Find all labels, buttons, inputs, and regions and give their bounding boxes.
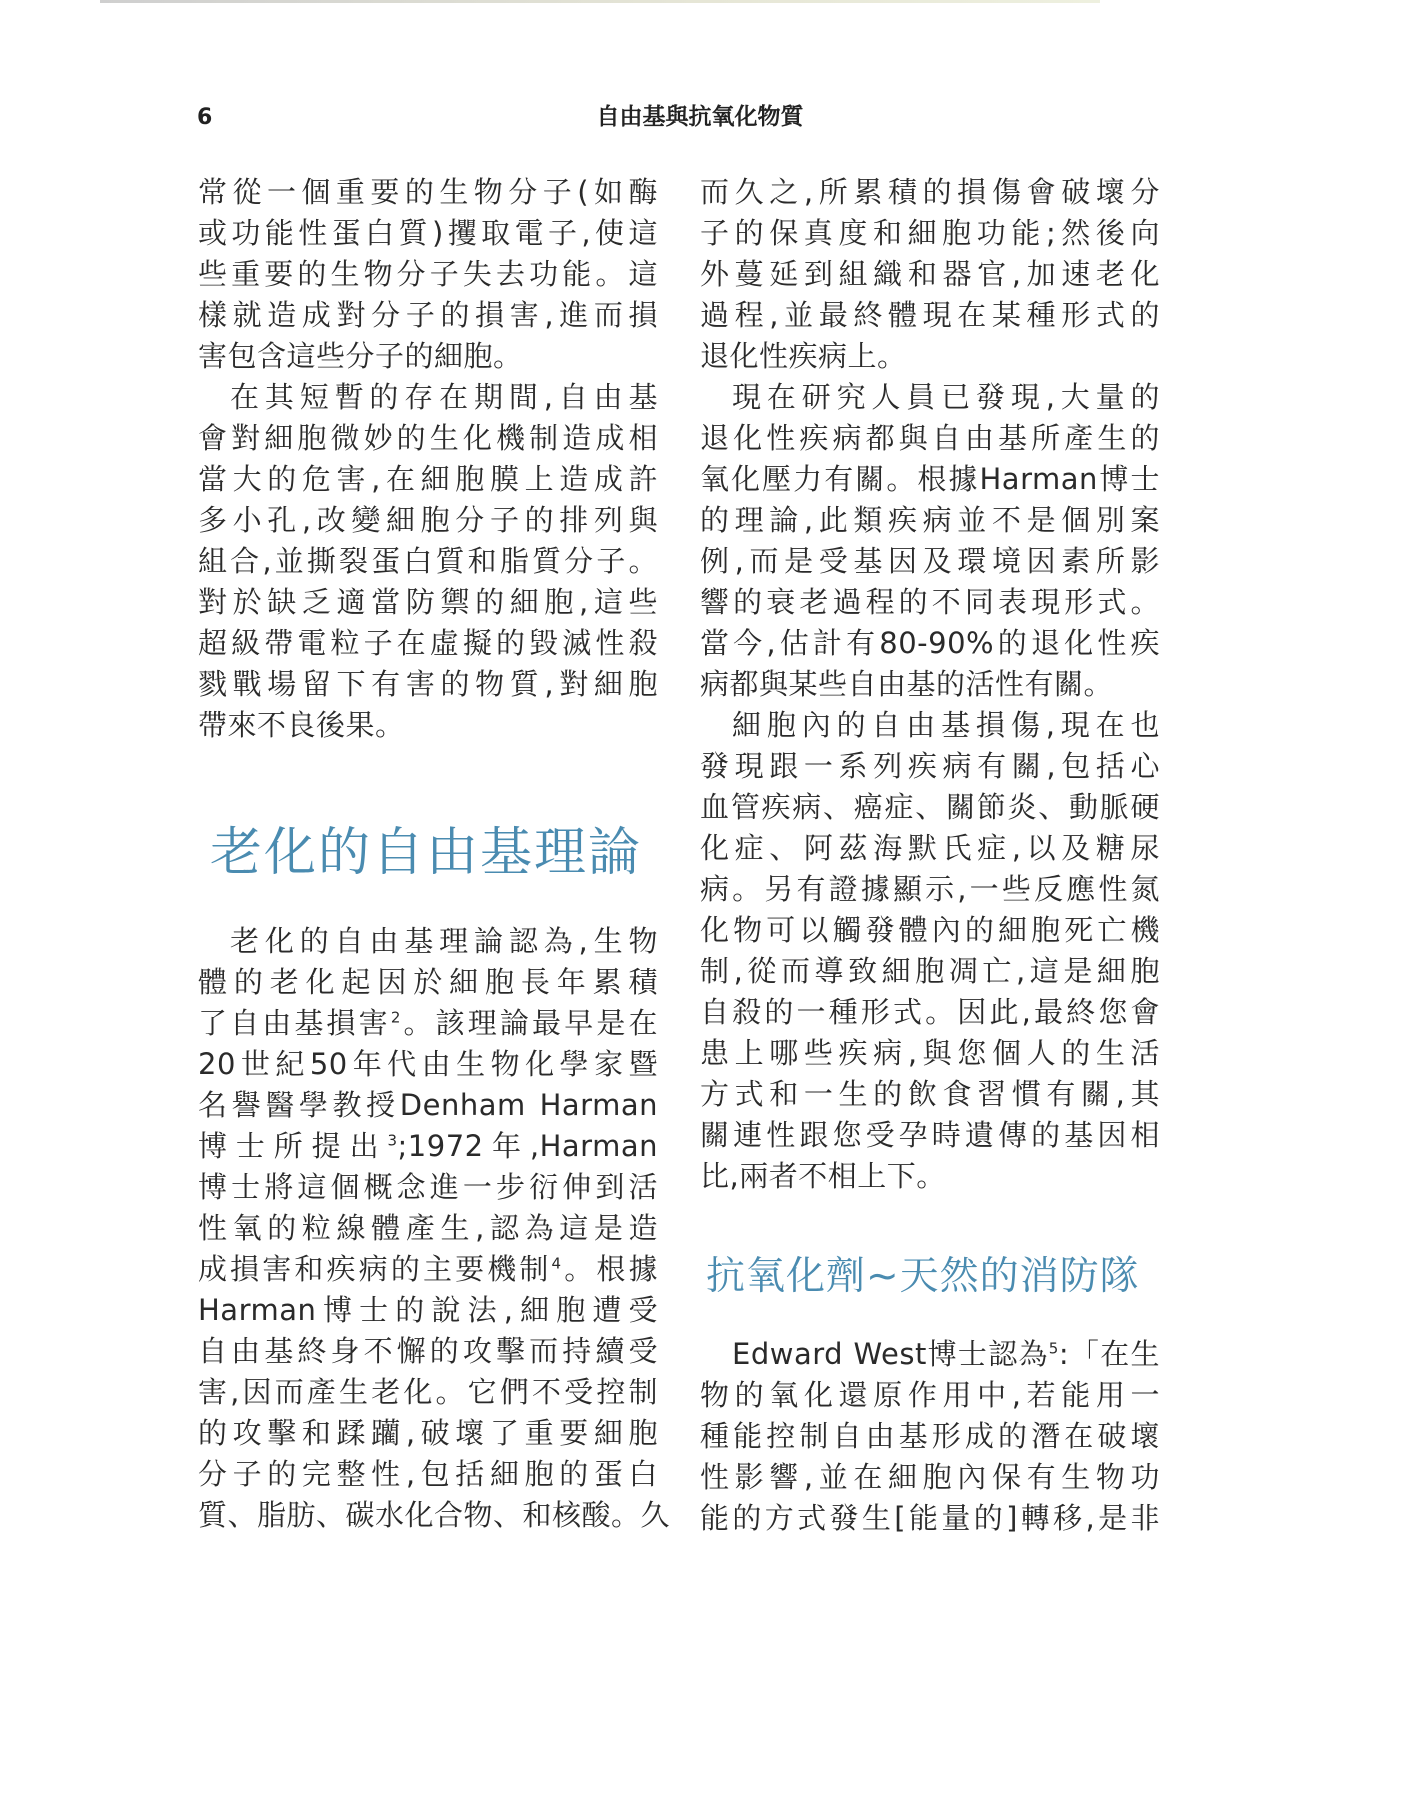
text-line: 博士將這個概念進一步衍伸到活 bbox=[198, 1170, 658, 1204]
text-line: Harman博士的說法,細胞遭受 bbox=[198, 1293, 658, 1327]
section-heading: 抗氧化劑~天然的消防隊 bbox=[706, 1254, 1140, 1299]
text-line: 組合,並撕裂蛋白質和脂質分子。 bbox=[198, 544, 658, 578]
paragraph bbox=[198, 172, 658, 377]
paragraph bbox=[198, 377, 658, 746]
text-line: 體的老化起因於細胞長年累積 bbox=[198, 965, 658, 999]
text-line: 些重要的生物分子失去功能。這 bbox=[198, 257, 658, 291]
text-line: 的攻擊和蹂躪,破壞了重要細胞 bbox=[198, 1416, 658, 1450]
text-line: 自由基終身不懈的攻擊而持續受 bbox=[198, 1334, 658, 1368]
footnote-ref: 3 bbox=[387, 1131, 398, 1150]
text-line: 而久之,所累積的損傷會破壞分 bbox=[700, 175, 1160, 209]
text-line: 例,而是受基因及環境因素所影 bbox=[700, 544, 1160, 578]
text-line: 性氧的粒線體產生,認為這是造 bbox=[198, 1211, 658, 1245]
text-line bbox=[700, 1334, 1160, 1375]
paragraph bbox=[700, 172, 1160, 377]
left-column bbox=[198, 172, 671, 1536]
text-fragment: ;1972年,Harman bbox=[397, 1129, 658, 1163]
text-line: 在其短暫的存在期間,自由基 bbox=[230, 380, 658, 414]
text-line: 樣就造成對分子的損害,進而損 bbox=[198, 298, 658, 332]
paragraph bbox=[198, 921, 671, 1536]
text-line: 對於缺乏適當防禦的細胞,這些 bbox=[198, 585, 658, 619]
text-line: 氧化壓力有關。根據Harman博士 bbox=[700, 462, 1160, 496]
text-line: 質、脂肪、碳水化合物、和核酸。久 bbox=[198, 1498, 671, 1532]
page-number: 6 bbox=[197, 105, 213, 130]
text-line bbox=[198, 1126, 658, 1167]
text-line: 自殺的一種形式。因此,最終您會 bbox=[700, 995, 1160, 1029]
footnote-ref: 2 bbox=[390, 1008, 401, 1027]
text-line: 性影響,並在細胞內保有生物功 bbox=[700, 1460, 1160, 1494]
text-line: 或功能性蛋白質)攫取電子,使這 bbox=[198, 216, 658, 250]
text-line: 當大的危害,在細胞膜上造成許 bbox=[198, 462, 658, 496]
running-header: 自由基與抗氧化物質 bbox=[596, 104, 804, 130]
text-line: 分子的完整性,包括細胞的蛋白 bbox=[198, 1457, 658, 1491]
text-line: 帶來不良後果。 bbox=[198, 708, 405, 742]
text-fragment: Edward West博士認為 bbox=[732, 1337, 1049, 1371]
top-rule bbox=[100, 0, 1100, 3]
text-line: 現在研究人員已發現,大量的 bbox=[732, 380, 1160, 414]
text-line: 化物可以觸發體內的細胞死亡機 bbox=[700, 913, 1160, 947]
text-line: 制,從而導致細胞凋亡,這是細胞 bbox=[700, 954, 1160, 988]
paragraph bbox=[700, 705, 1160, 1197]
right-column bbox=[700, 172, 1160, 1539]
text-line: 種能控制自由基形成的潛在破壞 bbox=[700, 1419, 1160, 1453]
text-fragment: 博士所提出 bbox=[198, 1129, 388, 1163]
text-line: 常從一個重要的生物分子(如酶 bbox=[198, 175, 658, 209]
text-line: 外蔓延到組織和器官,加速老化 bbox=[700, 257, 1160, 291]
text-line: 病都與某些自由基的活性有關。 bbox=[700, 667, 1114, 701]
text-line: 的理論,此類疾病並不是個別案 bbox=[700, 503, 1160, 537]
text-line: 害,因而產生老化。它們不受控制 bbox=[198, 1375, 658, 1409]
text-line: 名譽醫學教授Denham Harman bbox=[198, 1088, 658, 1122]
text-line: 血管疾病、癌症、關節炎、動脈硬 bbox=[700, 790, 1160, 824]
text-line: 能的方式發生[能量的]轉移,是非 bbox=[700, 1501, 1160, 1535]
section-heading: 老化的自由基理論 bbox=[210, 823, 643, 883]
text-fragment: 。根據 bbox=[561, 1252, 658, 1286]
text-line bbox=[198, 1003, 658, 1044]
text-line: 比,兩者不相上下。 bbox=[700, 1159, 946, 1193]
text-line: 老化的自由基理論認為,生物 bbox=[230, 924, 658, 958]
text-line: 病。另有證據顯示,一些反應性氮 bbox=[700, 872, 1160, 906]
text-line: 20世紀50年代由生物化學家暨 bbox=[198, 1047, 658, 1081]
text-line: 過程,並最終體現在某種形式的 bbox=[700, 298, 1160, 332]
paragraph bbox=[700, 1334, 1160, 1539]
text-fragment: :「在生 bbox=[1058, 1337, 1160, 1371]
text-line: 超級帶電粒子在虛擬的毀滅性殺 bbox=[198, 626, 658, 660]
text-line: 患上哪些疾病,與您個人的生活 bbox=[700, 1036, 1160, 1070]
text-line: 戮戰場留下有害的物質,對細胞 bbox=[198, 667, 658, 701]
footnote-ref: 5 bbox=[1048, 1339, 1059, 1358]
text-fragment: 了自由基損害 bbox=[198, 1006, 391, 1040]
text-line: 會對細胞微妙的生化機制造成相 bbox=[198, 421, 658, 455]
text-line: 化症、阿茲海默氏症,以及糖尿 bbox=[700, 831, 1160, 865]
paragraph bbox=[700, 377, 1160, 705]
text-line: 關連性跟您受孕時遺傳的基因相 bbox=[700, 1118, 1160, 1152]
text-line: 物的氧化還原作用中,若能用一 bbox=[700, 1378, 1160, 1412]
text-line: 退化性疾病都與自由基所產生的 bbox=[700, 421, 1160, 455]
text-line: 退化性疾病上。 bbox=[700, 339, 907, 373]
text-line: 害包含這些分子的細胞。 bbox=[198, 339, 523, 373]
text-line: 子的保真度和細胞功能;然後向 bbox=[700, 216, 1160, 250]
text-fragment: 成損害和疾病的主要機制 bbox=[198, 1252, 552, 1286]
text-line: 當今,估計有80-90%的退化性疾 bbox=[700, 626, 1160, 660]
footnote-ref: 4 bbox=[551, 1254, 562, 1273]
text-line: 細胞內的自由基損傷,現在也 bbox=[732, 708, 1160, 742]
text-line: 發現跟一系列疾病有關,包括心 bbox=[700, 749, 1160, 783]
text-line: 方式和一生的飲食習慣有關,其 bbox=[700, 1077, 1160, 1111]
text-line bbox=[198, 1249, 658, 1290]
text-line: 多小孔,改變細胞分子的排列與 bbox=[198, 503, 658, 537]
text-line: 響的衰老過程的不同表現形式。 bbox=[700, 585, 1160, 619]
text-fragment: 。該理論最早是在 bbox=[400, 1006, 658, 1040]
